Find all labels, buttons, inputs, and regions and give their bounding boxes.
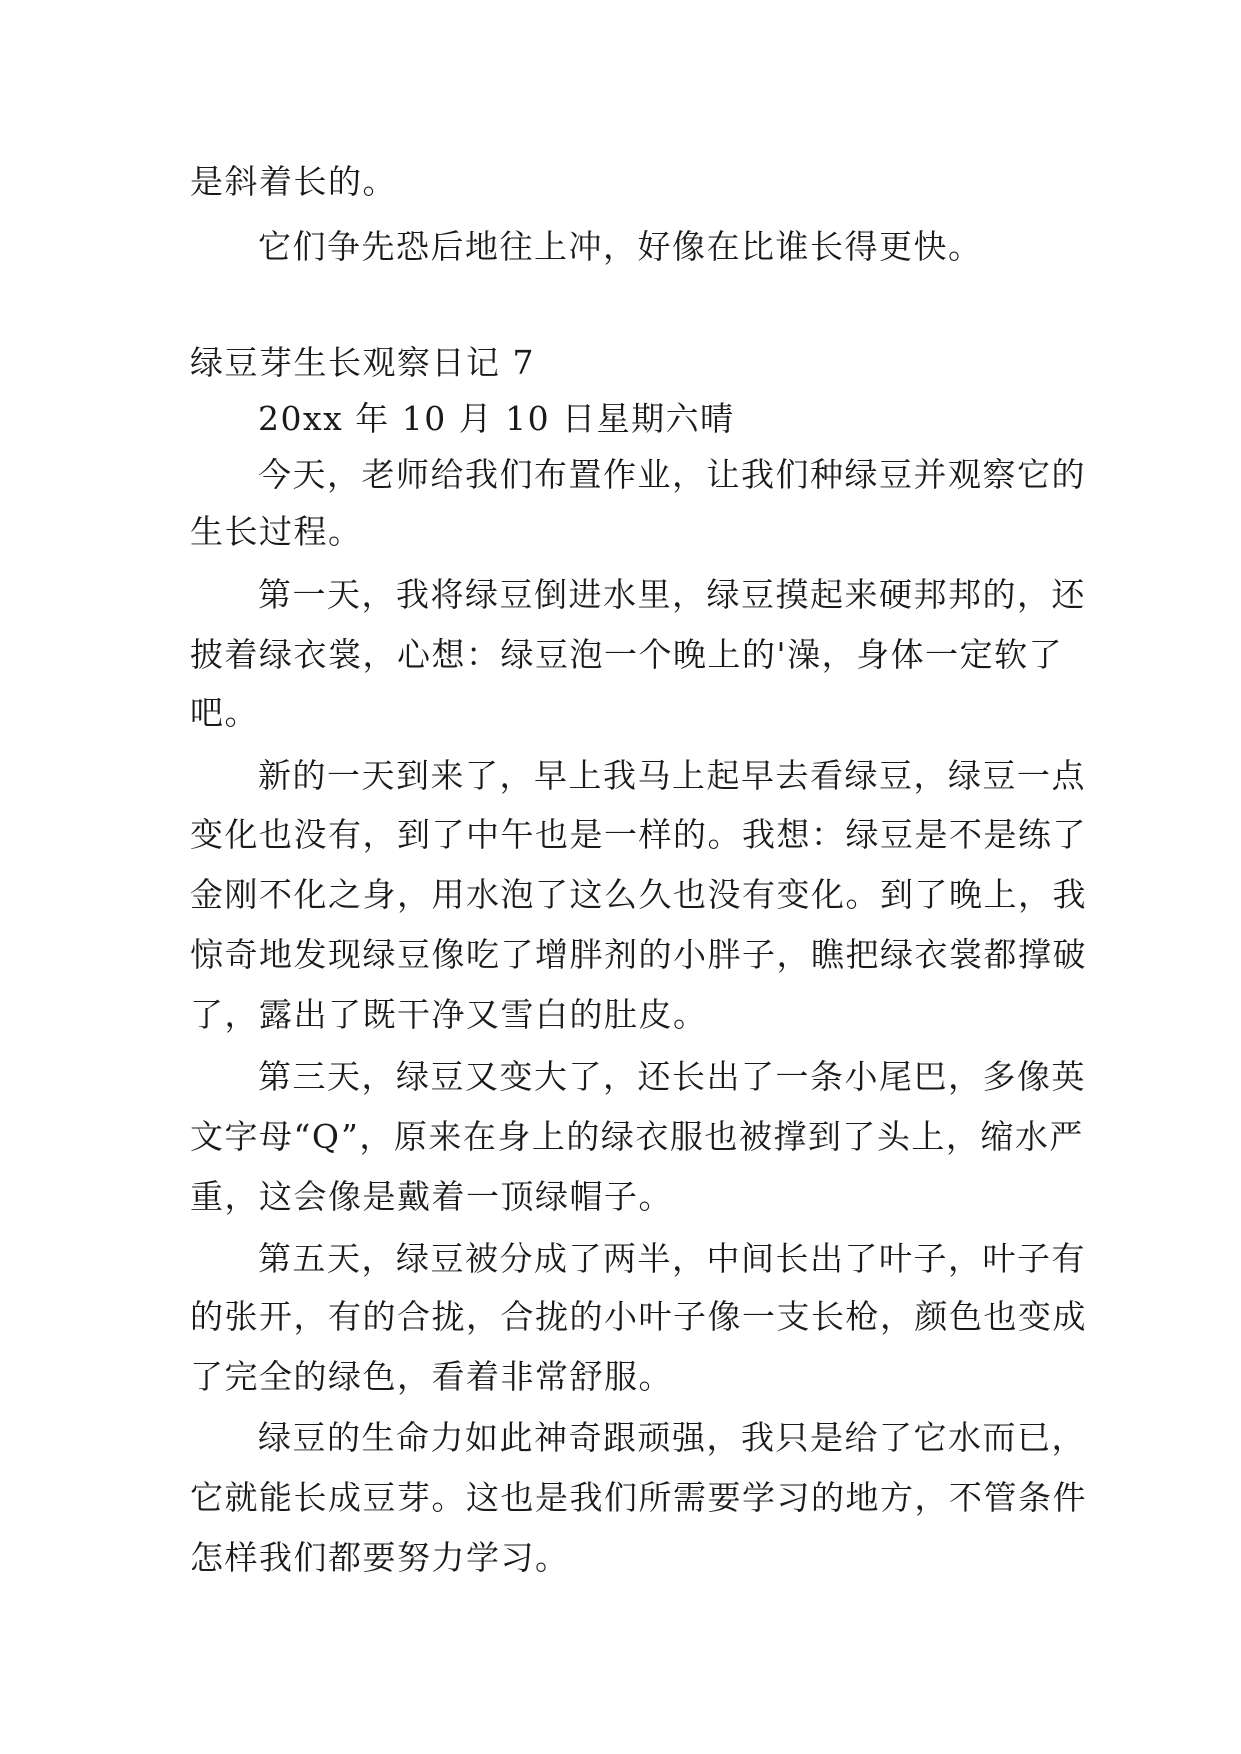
text-line: 了，露出了既干净又雪白的肚皮。 bbox=[190, 995, 708, 1034]
text-line: 的张开，有的合拢，合拢的小叶子像一支长枪，颜色也变成 bbox=[190, 1297, 1087, 1336]
text-line: 第一天，我将绿豆倒进水里，绿豆摸起来硬邦邦的，还 bbox=[258, 575, 1086, 614]
text-line: 金刚不化之身，用水泡了这么久也没有变化。到了晚上，我 bbox=[190, 875, 1087, 914]
text-line: 生长过程。 bbox=[190, 512, 363, 551]
text-line: 第三天，绿豆又变大了，还长出了一条小尾巴，多像英 bbox=[258, 1057, 1086, 1096]
text-line: 它们争先恐后地往上冲，好像在比谁长得更快。 bbox=[258, 227, 983, 266]
text-line: 了完全的绿色，看着非常舒服。 bbox=[190, 1357, 673, 1396]
section-title: 绿豆芽生长观察日记 7 bbox=[190, 343, 535, 382]
text-line: 吧。 bbox=[190, 693, 259, 732]
text-line: 披着绿衣裳，心想：绿豆泡一个晚上的'澡，身体一定软了 bbox=[190, 635, 1064, 674]
text-line: 新的一天到来了，早上我马上起早去看绿豆，绿豆一点 bbox=[258, 756, 1086, 795]
text-line: 第五天，绿豆被分成了两半，中间长出了叶子，叶子有 bbox=[258, 1239, 1086, 1278]
text-line: 变化也没有，到了中午也是一样的。我想：绿豆是不是练了 bbox=[190, 815, 1087, 854]
text-line: 它就能长成豆芽。这也是我们所需要学习的地方，不管条件 bbox=[190, 1478, 1087, 1517]
text-line: 文字母“Q”，原来在身上的绿衣服也被撑到了头上，缩水严 bbox=[190, 1117, 1084, 1156]
text-line: 惊奇地发现绿豆像吃了增胖剂的小胖子，瞧把绿衣裳都撑破 bbox=[190, 935, 1087, 974]
text-line: 绿豆的生命力如此神奇跟顽强，我只是给了它水而已， bbox=[258, 1418, 1086, 1457]
text-line: 今天，老师给我们布置作业，让我们种绿豆并观察它的 bbox=[258, 455, 1086, 494]
text-line: 重，这会像是戴着一顶绿帽子。 bbox=[190, 1177, 673, 1216]
diary-date: 20xx 年 10 月 10 日星期六晴 bbox=[258, 399, 735, 438]
text-line: 怎样我们都要努力学习。 bbox=[190, 1538, 570, 1577]
text-line: 是斜着长的。 bbox=[190, 162, 397, 201]
